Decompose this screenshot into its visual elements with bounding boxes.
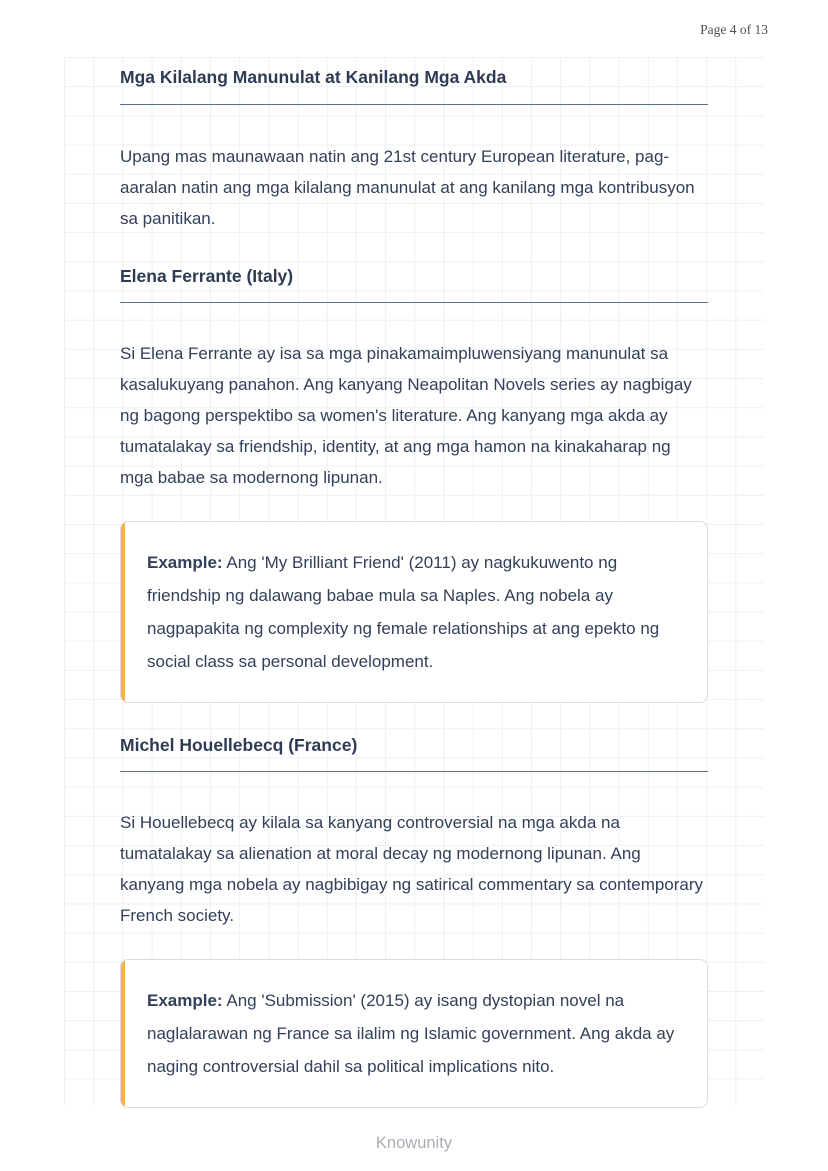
example-text	[147, 546, 679, 678]
example-body: Ang 'My Brilliant Friend' (2011) ay nagkukuwento ng friendship ng dalawang babae mula sa Naples. Ang nobela ay nagpapakita ng complexity ng female relationships at ang epekto ng social class sa personal development.	[147, 553, 660, 671]
example-box	[120, 521, 708, 703]
section-paragraph: Si Houellebecq ay kilala sa kanyang controversial na mga akda na tumatalakay sa alienation at moral decay ng modernong lipunan. Ang kanyang mga nobela ay nagbibigay ng satirical commentary sa contemporary French society.	[120, 813, 704, 925]
section-heading-michel-houellebecq: Michel Houellebecq (France)	[120, 735, 708, 772]
section-heading-elena-ferrante: Elena Ferrante (Italy)	[120, 266, 708, 303]
page-number: Page 4 of 13	[700, 22, 768, 37]
example-accent-bar	[121, 960, 125, 1107]
example-accent-bar	[121, 522, 125, 702]
document-content	[64, 57, 764, 1108]
footer-brand: Knowunity	[375, 1134, 453, 1152]
intro-paragraph: Upang mas maunawaan natin ang 21st century European literature, pag-aaralan natin ang mga kilalang manunulat at ang kanilang mga kontribusyon sa panitikan.	[120, 147, 695, 228]
example-box	[120, 959, 708, 1108]
example-body: Ang 'Submission' (2015) ay isang dystopian novel na naglalarawan ng France sa ilalim ng Islamic government. Ang akda ay naging controversial dahil sa political implications nito.	[147, 991, 675, 1076]
section-paragraph: Si Elena Ferrante ay isa sa mga pinakamaimpluwensiyang manunulat sa kasalukuyang panahon. Ang kanyang Neapolitan Novels series ay nagbigay ng bagong perspektibo sa women's literature. Ang kanyang mga akda ay tumatalakay sa friendship, identity, at ang mga hamon na kinakaharap ng mga babae sa modernong lipunan.	[120, 344, 692, 487]
example-label: Example:	[147, 991, 223, 1010]
document-title: Mga Kilalang Manunulat at Kanilang Mga Akda	[120, 67, 708, 105]
example-label: Example:	[147, 553, 223, 572]
notes-sheet	[64, 57, 764, 1105]
example-text	[147, 984, 679, 1083]
